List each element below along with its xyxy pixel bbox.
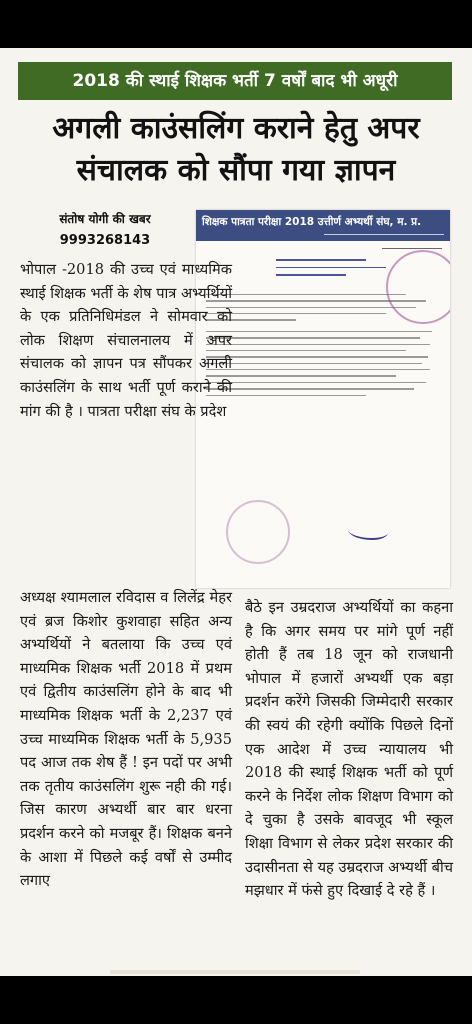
byline-phone: 9993268143 [59,233,151,248]
divider [110,970,360,974]
article-column-1-top: भोपाल -2018 की उच्च एवं माध्यमिक स्थाई शिक्षक भर्ती के शेष पात्र अभ्यर्थियों के एक प्रतिनिधिमंडल ने सोमवार को लोक शिक्षण संचालनालय में अपर संचालक को ज्ञापन पत्र सौंपकर अगली काउंसलिंग के साथ भर्ती पूर्ण कराने की मांग की है । पात्रता परीक्षा संघ के प्रदेश [20,261,232,420]
byline-author: संतोष योगी की खबर [59,212,151,226]
memorandum-subheader [196,231,450,241]
byline [20,208,190,252]
newspaper-clipping [0,48,472,976]
rubber-stamp [386,250,450,324]
article-column-1-bottom: अध्यक्ष श्यामलाल रविदास व लिलेंद्र मेहर एवं ब्रज किशोर कुशवाहा सहित अन्य अभ्यर्थियों ने बतलाया कि उच्च एवं माध्यमिक शिक्षक भर्ती 2018 में प्रथम एवं द्वितीय काउंसलिंग होने के बाद भी माध्यमिक शिक्षक भर्ती के 2,237 एवं उच्च माध्यमिक शिक्षक भर्ती के 5,935 पद आज तक शेष हैं ! इन पदों पर अभी तक तृतीय काउंसलिंग शुरू नही की गई। जिस कारण अभ्यर्थी बार बार धरना प्रदर्शन करने को मजबूर हैं। शिक्षक बनने के आशा में पिछले कई वर्षों से उम्मीद लगाए [20,589,232,890]
headline [10,108,462,192]
headline-line-1: अगली काउंसलिंग कराने हेतु अपर [52,111,420,146]
memorandum-photo [196,210,450,588]
signature [348,522,388,540]
headline-line-2: संचालक को सौंपा गया ज्ञापन [76,153,396,188]
banner-title: 2018 की स्थाई शिक्षक भर्ती 7 वर्षों बाद भी अधूरी [18,62,452,100]
received-stamp [226,500,290,564]
memorandum-date [196,241,450,251]
article-column-2: बैठे इन उम्रदराज अभ्यर्थियों का कहना है कि अगर समय पर मांगे पूर्ण नहीं होती हैं तब 18 जून को राजधानी भोपाल में हजारों अभ्यर्थी एक बड़ा प्रदर्शन करेंगे जिसकी जिम्मेदारी सरकार की स्वयं की रहेगी क्योंकि पिछले दिनों एक आदेश में उच्च न्यायालय भी 2018 की स्थाई शिक्षक भर्ती को पूर्ण करने के निर्देश लोक शिक्षण विभाग को दे चुका है उसके बावजूद भी स्कूल शिक्षा विभाग से लेकर प्रदेश सरकार की उदासीनता से यह उम्रदराज अभ्यर्थी बीच मझधार में फंसे हुए दिखाई दे रहे हैं । [245,599,453,900]
memorandum-header: शिक्षक पात्रता परीक्षा 2018 उत्तीर्ण अभ्यर्थी संघ, म. प्र. [196,210,450,231]
